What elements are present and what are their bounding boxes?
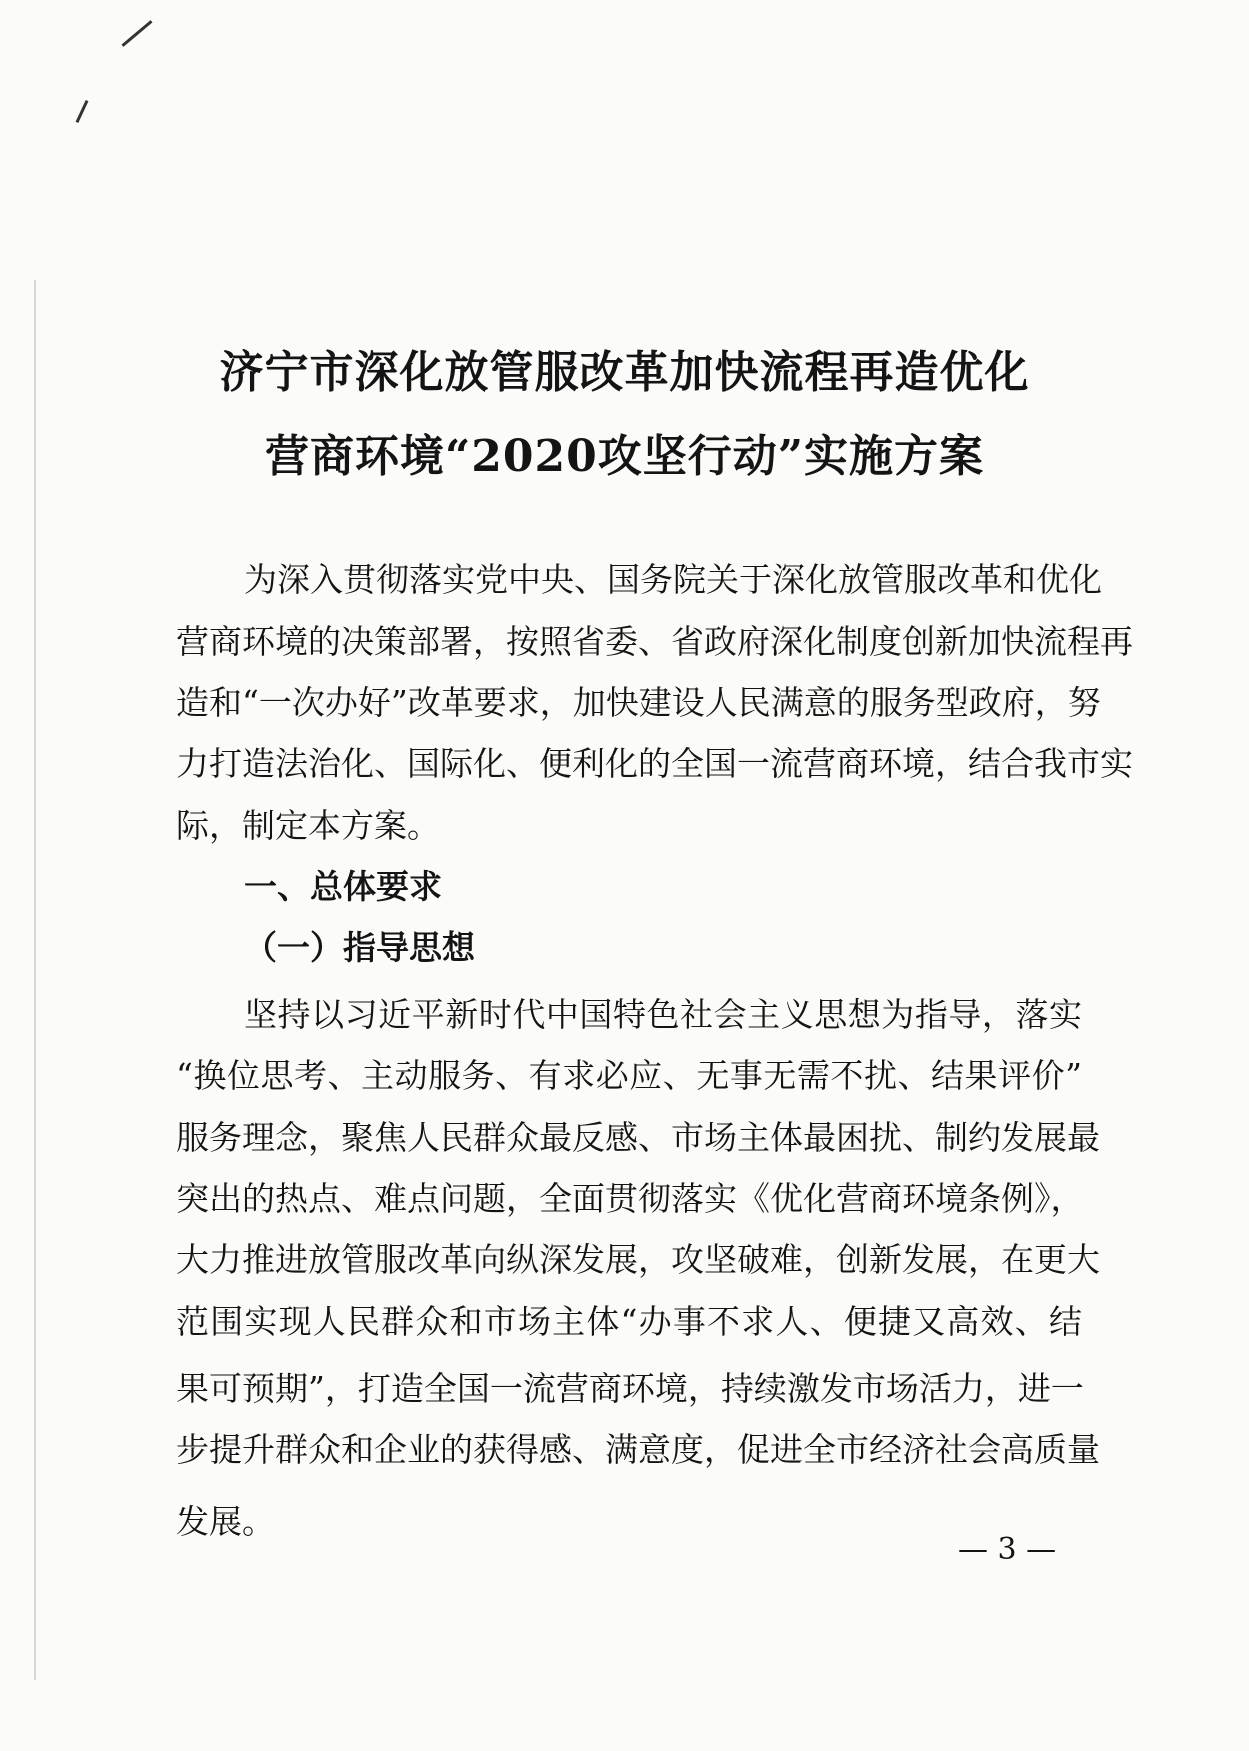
body-line: 坚持以习近平新时代中国特色社会主义思想为指导，落实	[244, 995, 1082, 1034]
document-title-line-2: 营商环境“2020攻坚行动”实施方案	[264, 431, 985, 482]
intro-line: 营商环境的决策部署，按照省委、省政府深化制度创新加快流程再	[176, 622, 1133, 661]
body-line: 大力推进放管服改革向纵深发展，攻坚破难，创新发展，在更大	[176, 1240, 1100, 1279]
subsection-heading: （一）指导思想	[244, 928, 475, 967]
body-line: 服务理念，聚焦人民群众最反感、市场主体最困扰、制约发展最	[176, 1118, 1100, 1157]
intro-line: 际，制定本方案。	[176, 806, 440, 845]
section-heading: 一、总体要求	[244, 867, 442, 906]
body-line: “换位思考、主动服务、有求必应、无事无需不扰、结果评价”	[176, 1056, 1082, 1095]
pen-mark	[76, 100, 89, 123]
body-line: 范围实现人民群众和市场主体“办事不求人、便捷又高效、结	[176, 1302, 1082, 1341]
body-line: 步提升群众和企业的获得感、满意度，促进全市经济社会高质量	[176, 1430, 1100, 1469]
document-title-line-1: 济宁市深化放管服改革加快流程再造优化	[219, 347, 1030, 398]
body-line: 发展。	[176, 1502, 275, 1541]
body-line: 突出的热点、难点问题，全面贯彻落实《优化营商环境条例》，	[176, 1179, 1084, 1218]
intro-line: 造和“一次办好”改革要求，加快建设人民满意的服务型政府，努	[176, 683, 1101, 722]
body-line: 果可预期”，打造全国一流营商环境，持续激发市场活力，进一	[176, 1369, 1084, 1408]
pen-mark	[121, 20, 152, 47]
intro-line: 为深入贯彻落实党中央、国务院关于深化放管服改革和优化	[244, 560, 1102, 599]
intro-line: 力打造法治化、国际化、便利化的全国一流营商环境，结合我市实	[176, 744, 1133, 783]
page-number: — 3 —	[958, 1532, 1057, 1567]
scan-edge-line	[34, 280, 36, 1680]
